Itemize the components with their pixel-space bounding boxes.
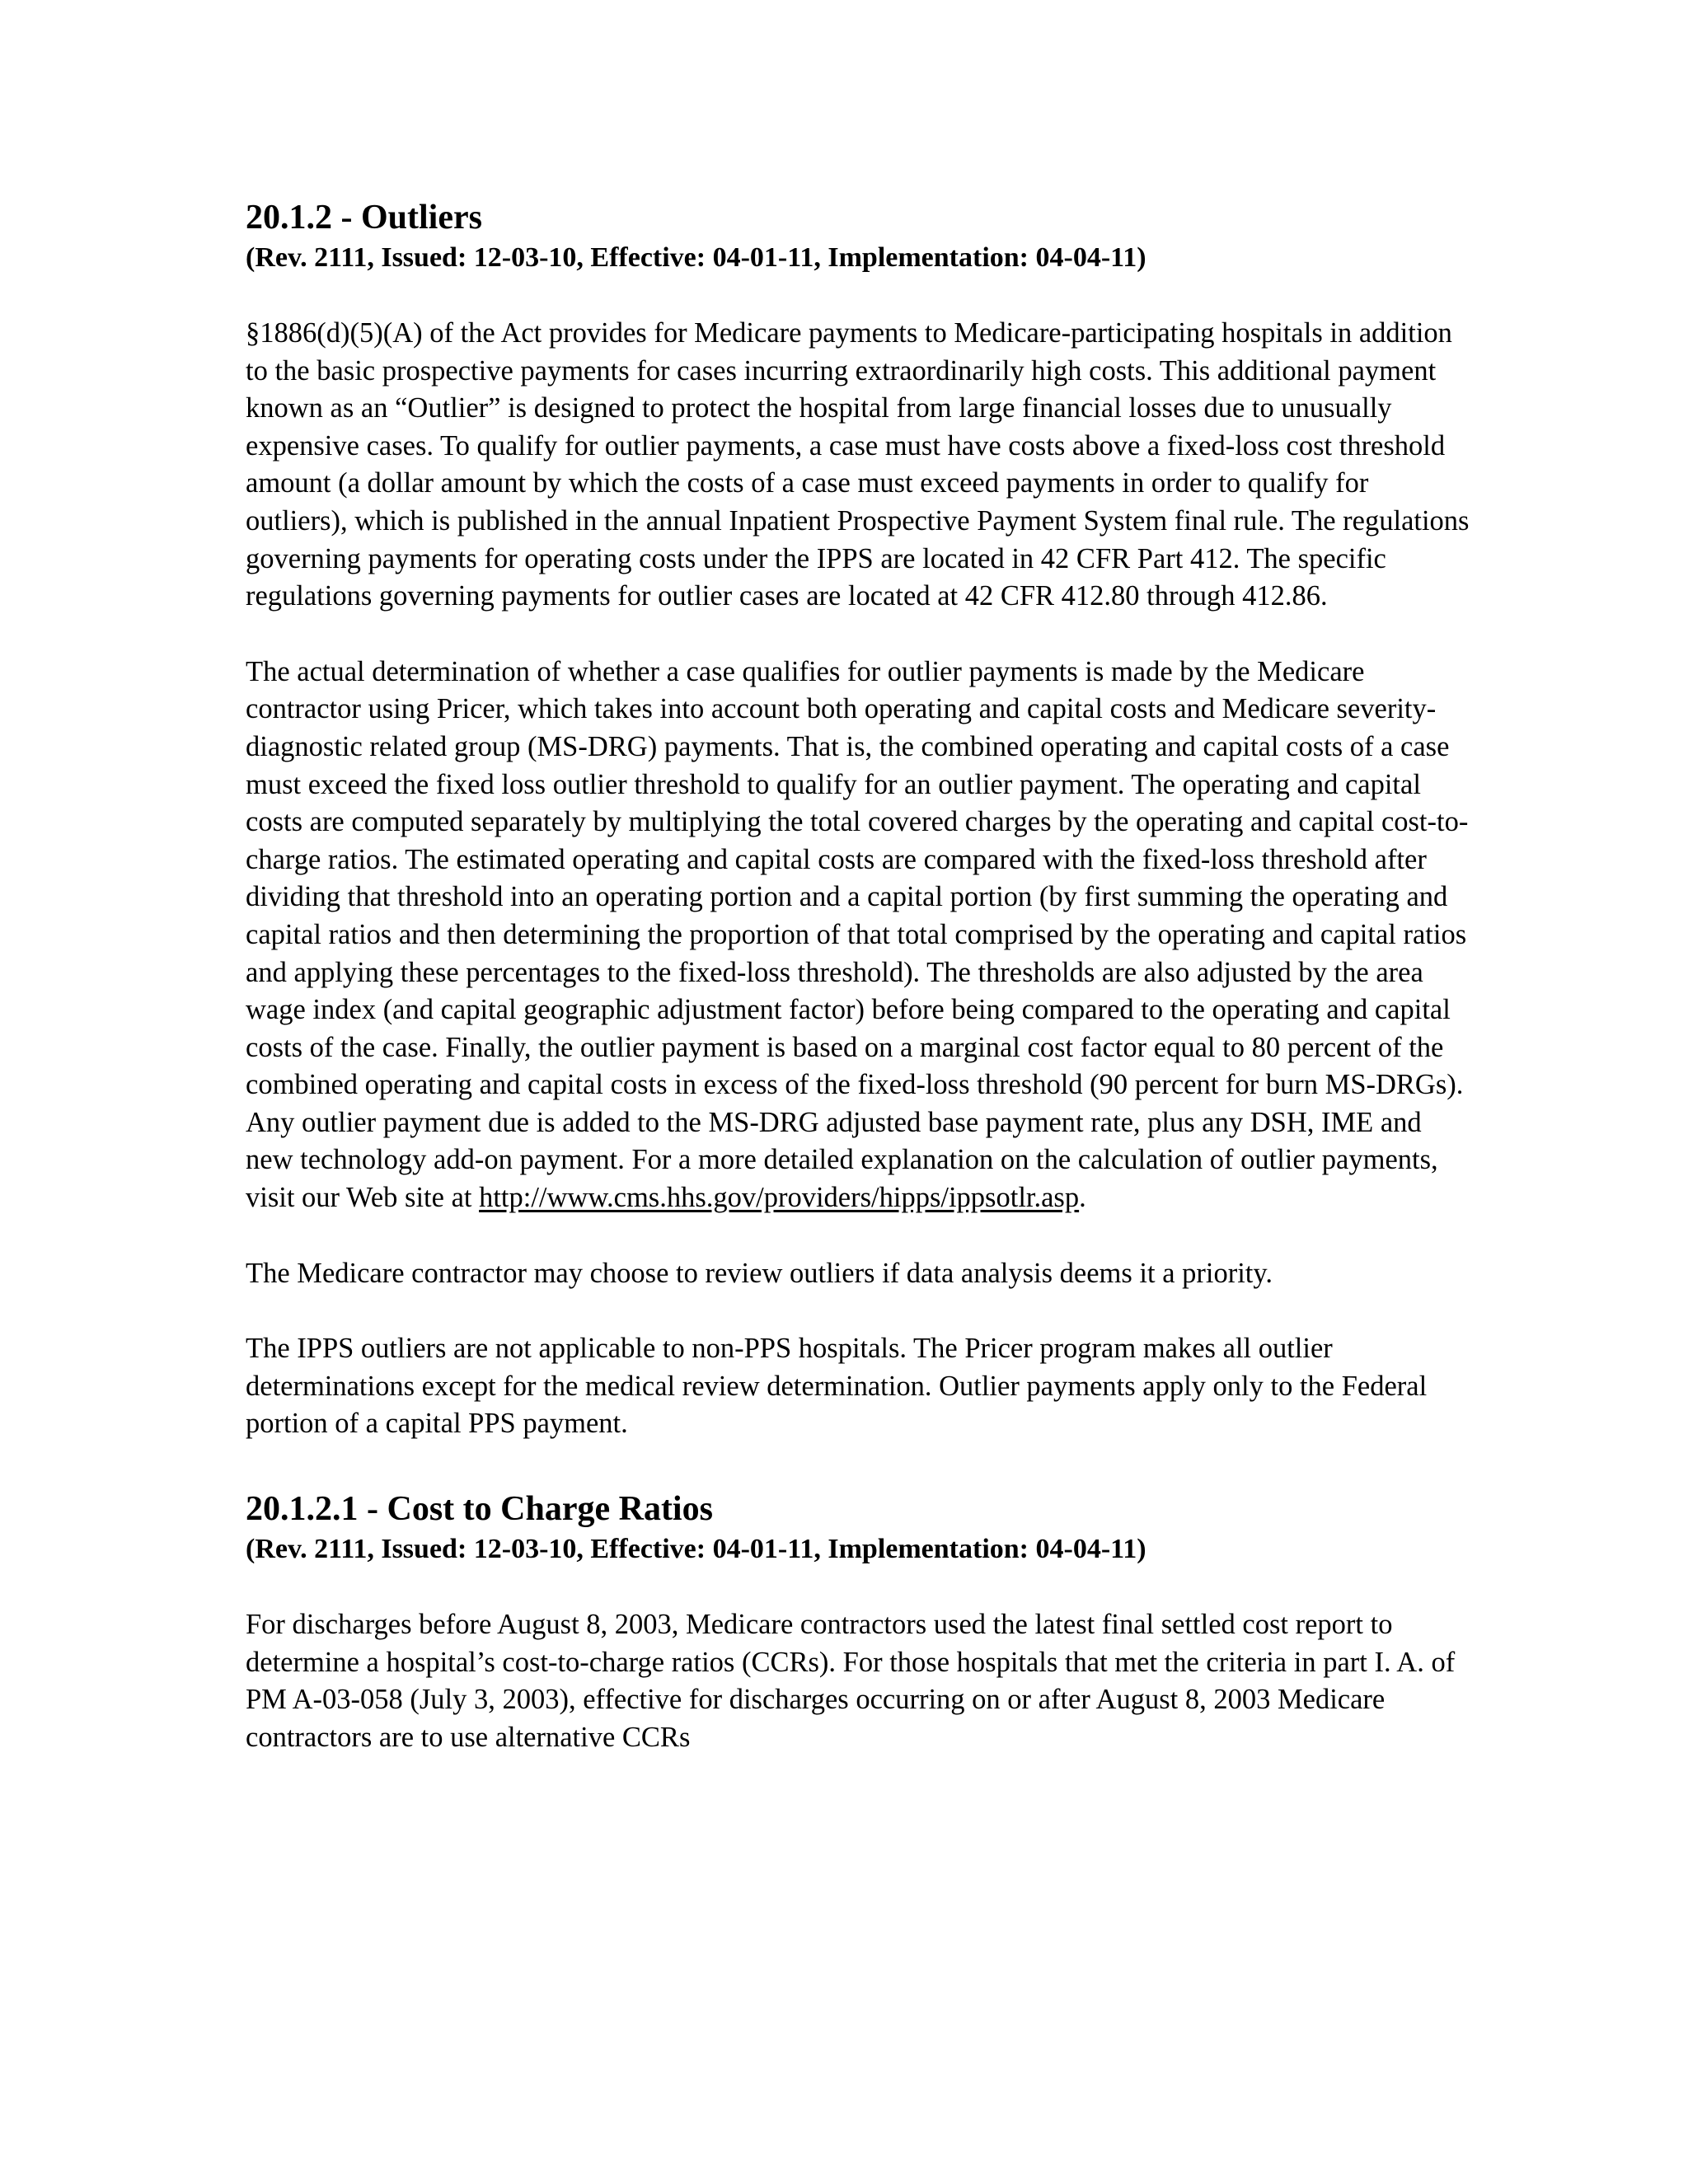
paragraph: For discharges before August 8, 2003, Medicare contractors used the latest final settled cost report to determine a hospital’s cost-to-charge ratios (CCRs). For those hospitals that met the criteria in part I. A. of PM A-03-058 (July 3, 2003), effective for discharges occurring on or after August 8, 2003 Medicare contractors are to use alternative CCRs: [246, 1609, 1456, 1753]
paragraph-text: The actual determination of whether a case qualifies for outlier payments is made by the Medicare contractor using Pricer, which takes into account both operating and capital costs and Medicare severity-diagnostic related group (MS-DRG) payments. That is, the combined operating and capital costs of a case must exceed the fixed loss outlier threshold to qualify for an outlier payment. The operating and capital costs are computed separately by multiplying the total covered charges by the operating and capital cost-to-charge ratios. The estimated operating and capital costs are compared with the fixed-loss threshold after dividing that threshold into an operating portion and a capital portion (by first summing the operating and capital ratios and then determining the proportion of that total comprised by the operating and capital ratios and applying these percentages to the fixed-loss threshold). The thresholds are also adjusted by the area wage index (and capital geographic adjustment factor) before being compared to the operating and capital costs of the case. Finally, the outlier payment is based on a marginal cost factor equal to 80 percent of the combined operating and capital costs in excess of the fixed-loss threshold (90 percent for burn MS-DRGs). Any outlier payment due is added to the MS-DRG adjusted base payment rate, plus any DSH, IME and new technology add-on payment. For a more detailed explanation on the calculation of outlier payments, visit our Web site at: [246, 655, 1469, 1214]
paragraph: §1886(d)(5)(A) of the Act provides for Medicare payments to Medicare-participating hospitals in addition to the basic prospective payments for cases incurring extraordinarily high costs. This additional payment known as an “Outlier” is designed to protect the hospital from large financial losses due to unusually expensive cases. To qualify for outlier payments, a case must have costs above a fixed-loss cost threshold amount (a dollar amount by which the costs of a case must exceed payments in order to qualify for outliers), which is published in the annual Inpatient Prospective Payment System final rule. The regulations governing payments for operating costs under the IPPS are located in 42 CFR Part 412. The specific regulations governing payments for outlier cases are located at 42 CFR 412.80 through 412.86.: [246, 317, 1470, 612]
paragraph-with-link: [246, 654, 1474, 1217]
revision-line: (Rev. 2111, Issued: 12-03-10, Effective: 04-01-11, Implementation: 04-04-11): [246, 242, 1146, 273]
revision-line: (Rev. 2111, Issued: 12-03-10, Effective: 04-01-11, Implementation: 04-04-11): [246, 1534, 1146, 1565]
document-page: [246, 196, 1474, 1756]
paragraph-text-end: .: [1079, 1182, 1086, 1214]
section-heading: 20.1.2 - Outliers: [246, 199, 482, 237]
section-heading: 20.1.2.1 - Cost to Charge Ratios: [246, 1490, 713, 1529]
section-outliers: [246, 196, 1474, 1443]
section-cost-to-charge-ratios: [246, 1488, 1474, 1756]
outlier-web-link[interactable]: http://www.cms.hhs.gov/providers/hipps/ippsotlr.asp: [479, 1182, 1080, 1214]
paragraph: The Medicare contractor may choose to review outliers if data analysis deems it a priority.: [246, 1257, 1273, 1289]
paragraph: The IPPS outliers are not applicable to non-PPS hospitals. The Pricer program makes all outlier determinations except for the medical review determination. Outlier payments apply only to the Federal portion of a capital PPS payment.: [246, 1333, 1428, 1440]
